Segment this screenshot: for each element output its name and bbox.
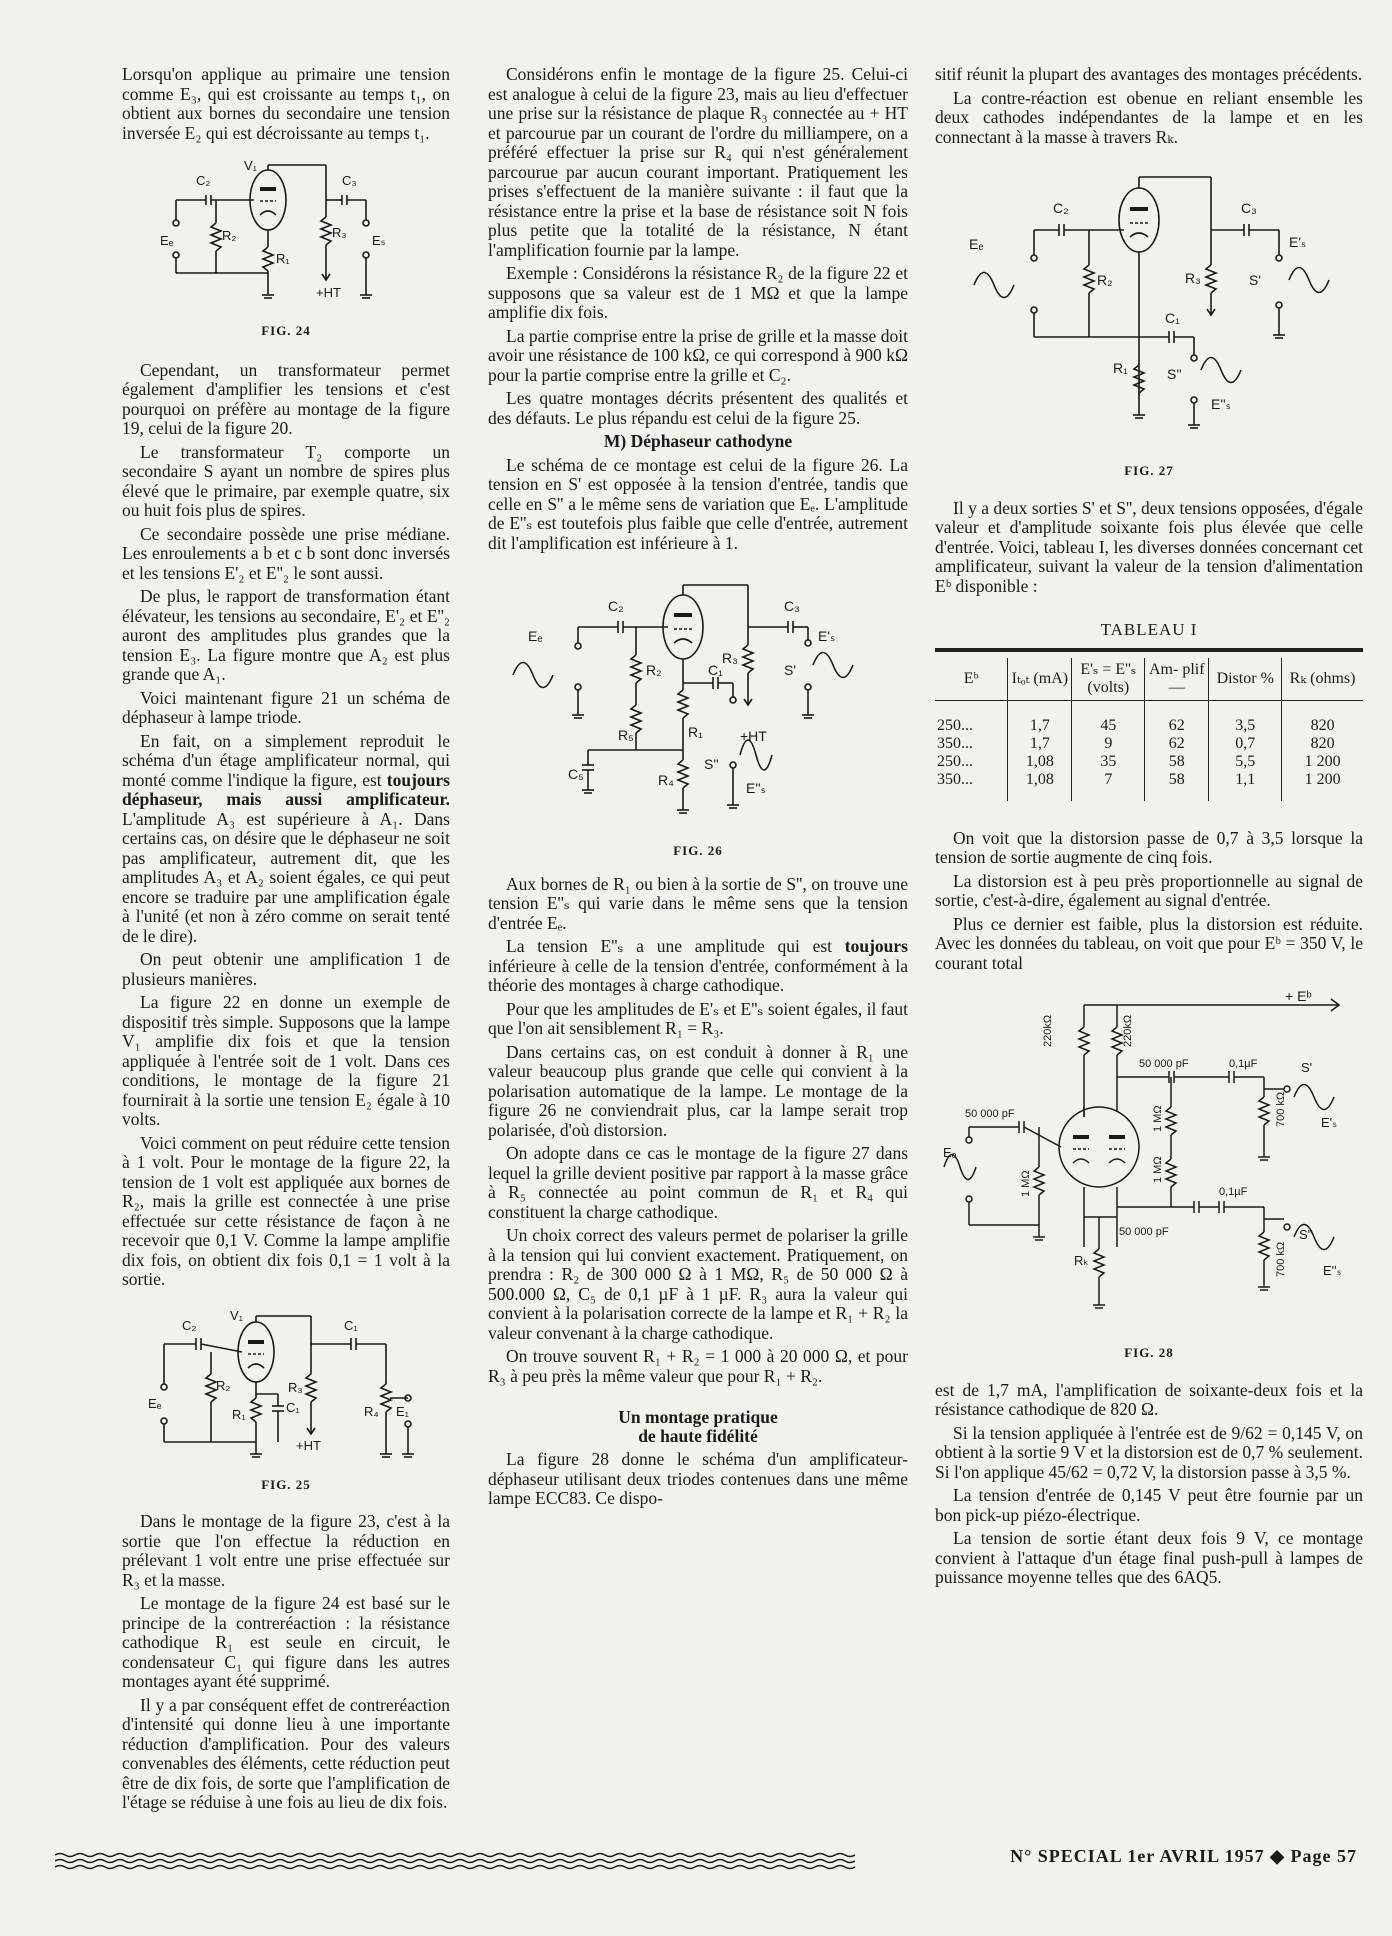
svg-text:C₂: C₂ [1053,200,1069,216]
paragraph: La tension d'entrée de 0,145 V peut être fournie par un bon pick-up piézo-électrique. [935,1485,1363,1525]
paragraph: La figure 22 en donne un exemple de dispositif très simple. Supposons que la lampe V₁ amplifie dix fois et que la tension appliquée à l'entrée soit de 1 volt. Dans ces conditions, le montage de la figure 21 fournirait à la sortie une tension E₂ égale à 10 volts. [122,992,450,1129]
svg-text:C₅: C₅ [568,766,584,782]
figure-24-schematic [156,155,416,315]
svg-text:Eₑ: Eₑ [160,233,174,248]
decorative-wave-rule [55,1852,855,1870]
svg-text:220kΩ: 220kΩ [1122,1014,1134,1047]
svg-text:50 000 pF: 50 000 pF [1139,1058,1189,1070]
paragraph: La figure 28 donne le schéma d'un amplificateur-déphaseur utilisant deux triodes contenues dans une même lampe ECC83. Ce dispo- [488,1449,908,1508]
data-table [935,658,1363,801]
svg-text:R₃: R₃ [332,225,347,240]
svg-text:0,1µF: 0,1µF [1219,1186,1248,1198]
svg-text:C₂: C₂ [608,598,624,614]
paragraph: Il y a par conséquent effet de contreréaction d'intensité qui donne lieu à une importante réduction d'amplification. Pour des valeurs convenables des éléments, cette réduction peut être de dix fois, de sorte que l'amplification de l'étage se réduise à une fois au lieu de dix fois. [122,1694,450,1812]
svg-text:E''ₛ: E''ₛ [1323,1263,1342,1278]
table-row: 350... 1,08 7 58 1,1 1 200 [935,771,1363,789]
paragraph: En fait, on a simplement reproduit le schéma d'un étage amplificateur normal, qui monté comme l'indique la figure, est toujours déphaseur, mais aussi amplificateur. L'amplitude A₃ est supérieure à A₁. Dans certains cas, on désire que le déphaseur ne soit pas amplificateur, autrement dit, que les amplitudes A₃ et A₂ soient égales, ce qui peut encore se traduire par une amplification égale à l'unité (et non à zéro comme on serait tenté de le dire). [122,730,450,946]
paragraph: Le montage de la figure 24 est basé sur le principe de la contreréaction : la résistance cathodique R₁ est seule en circuit, le condensateur C₁ qui figure dans les autres montages ayant été supprimé. [122,1593,450,1691]
paragraph: Considérons enfin le montage de la figure 25. Celui-ci est analogue à celui de la figure 23, mais au lieu d'effectuer une prise sur la résistance de plaque R₃ connectée au + HT et parcourue par un courant de l'ordre du milliampere, on a préféré effectuer la prise sur R₄ qui n'est généralement parcourue par aucun courant important. Pratiquement les prises s'effectuent de la manière suivante : il faut que la résistance entre la prise et la base de résistance soit N fois plus petite que la totalité de la résistance, N étant l'amplification fournie par la lampe. [488,64,908,260]
svg-text:Eₑ: Eₑ [943,1145,957,1160]
svg-text:R₃: R₃ [288,1379,303,1395]
table-header: Eᵇ [935,658,1008,701]
svg-text:S'': S'' [1167,366,1182,382]
paragraph: Plus ce dernier est faible, plus la distorsion est réduite. Avec les données du tableau, on voit que pour Eᵇ = 350 V, le courant total [935,913,1363,973]
svg-text:R₂: R₂ [1097,272,1113,288]
figure-26-schematic [508,565,888,835]
svg-text:R₂: R₂ [216,1377,231,1393]
svg-text:1 MΩ: 1 MΩ [1152,1105,1164,1132]
paragraph: Dans certains cas, on est conduit à donner à R₁ une valeur beaucoup plus grande que celle qui convient à la polarisation automatique de la lampe. Le montage de la figure 26 ne conviendrait plus, car la lampe serait trop polarisée, d'où distorsion. [488,1041,908,1140]
svg-text:R₁: R₁ [688,724,703,740]
table-header: Iₜₒₜ (mA) [1008,658,1072,701]
svg-text:R₃: R₃ [1185,270,1201,286]
svg-text:220kΩ: 220kΩ [1042,1014,1054,1047]
svg-text:S'': S'' [704,756,719,772]
paragraph: Voici comment on peut réduire cette tension à 1 volt. Pour le montage de la figure 22, la tension de 1 volt est appliquée aux bornes de R₂, mais la grille est connectée à une prise effectuée sur cette résistance de façon à ne recevoir que 0,1 V. Comme la lampe amplifie dix fois, on obtient dix fois 0,1 = 1 volt à la sortie. [122,1132,450,1289]
paragraph: Il y a deux sorties S' et S'', deux tensions opposées, d'égale valeur et d'amplitude soixante fois plus élevée que celle d'entrée. Voici, tableau I, les diverses données concernant cet amplificateur, suivant la valeur de la tension d'alimentation Eᵇ disponible : [935,497,1363,596]
table-header: Am- plif — [1145,658,1209,701]
svg-text:Rₖ: Rₖ [1074,1253,1089,1268]
svg-text:Eₑ: Eₑ [148,1395,162,1411]
paragraph: Dans le montage de la figure 23, c'est à la sortie que l'on effectue la réduction en prélevant 1 volt entre une prise effectuée sur R₃ et la masse. [122,1511,450,1590]
svg-text:E'ₛ: E'ₛ [1289,234,1307,250]
svg-text:E₁: E₁ [396,1403,410,1419]
paragraph: Pour que les amplitudes de E'ₛ et E''ₛ soient égales, il faut que l'on ait sensiblement R₁ = R₃. [488,998,908,1038]
table-row: 350... 1,7 9 62 0,7 820 [935,735,1363,753]
svg-text:R₁: R₁ [1113,360,1128,376]
svg-text:S': S' [1249,272,1262,288]
paragraph: La tension E''ₛ a une amplitude qui est toujours inférieure à celle de la tension d'entrée, conformément à la théorie des montages à charge cathodique. [488,936,908,995]
svg-text:C₂: C₂ [196,173,211,188]
svg-text:S': S' [1301,1060,1313,1075]
paragraph: La contre-réaction est obenue en reliant ensemble les deux cathodes indépendantes de la lampe et en les connectant à la masse à travers Rₖ. [935,87,1363,147]
svg-text:R₂: R₂ [646,662,662,678]
svg-text:R₂: R₂ [222,228,237,243]
paragraph: Aux bornes de R₁ ou bien à la sortie de S'', on trouve une tension E''ₛ qui varie dans le même sens que la tension d'entrée Eₑ. [488,873,908,933]
svg-text:0,1µF: 0,1µF [1229,1058,1258,1070]
figure-28-schematic [939,987,1359,1337]
svg-text:R₅: R₅ [618,727,634,743]
column-2 [488,65,908,1513]
svg-text:C₃: C₃ [342,173,357,188]
column-1 [122,65,450,1817]
svg-text:E''ₛ: E''ₛ [1211,396,1231,412]
paragraph: La distorsion est à peu près proportionnelle au signal de sortie, c'est-à-dire, également au signal d'entrée. [935,870,1363,910]
svg-text:+ Eᵇ: + Eᵇ [1285,988,1312,1004]
svg-text:C₃: C₃ [1241,200,1257,216]
svg-text:E'ₛ: E'ₛ [1321,1115,1338,1130]
svg-text:C₁: C₁ [708,662,723,678]
paragraph: Le schéma de ce montage est celui de la figure 26. La tension en S' est opposée à la tension d'entrée, tandis que celle en S'' a le même sens de variation que Eₑ. L'amplitude de E''ₛ est toutefois plus faible que celle d'entrée, autrement dit l'amplification est inférieure à 1. [488,454,908,553]
svg-text:700 kΩ: 700 kΩ [1275,1091,1287,1127]
paragraph: On adopte dans ce cas le montage de la figure 27 dans lequel la grille devient positive par rapport à la masse grâce à R₅ connectée au point commun de R₁ et R₄ qui constituent la charge cathodique. [488,1143,908,1222]
paragraph: La tension de sortie étant deux fois 9 V, ce montage convient à l'attaque d'un étage final push-pull à lampes de puissance moyenne telles que des 6AQ5. [935,1528,1363,1587]
svg-text:C₃: C₃ [784,598,800,614]
figure-caption: FIG. 25 [261,1476,311,1492]
paragraph: Ce secondaire possède une prise médiane. Les enroulements a b et c b sont donc inversés et les tensions E'₂ et E''₂ le sont aussi. [122,523,450,583]
paragraph: La partie comprise entre la prise de grille et la masse doit avoir une résistance de 100 kΩ, ce qui correspond à 900 kΩ pour la partie comprise entre la grille et C₂. [488,325,908,385]
svg-text:E''ₛ: E''ₛ [746,780,766,796]
svg-text:S': S' [784,662,797,678]
figure-caption: FIG. 24 [261,323,311,338]
svg-text:C₁: C₁ [344,1317,358,1333]
figure-caption: FIG. 26 [673,843,723,858]
svg-text:1 MΩ: 1 MΩ [1020,1170,1032,1197]
svg-text:R₄: R₄ [658,772,674,788]
svg-text:+HT: +HT [316,285,341,300]
svg-text:E'ₛ: E'ₛ [818,628,836,644]
paragraph: Si la tension appliquée à l'entrée est de 9/62 = 0,145 V, on obtient à la sortie 9 V et la distorsion est de 0,7 % seulement. Si l'on applique 45/62 = 0,72 V, la distorsion passe à 3,5 %. [935,1422,1363,1482]
svg-text:Eₑ: Eₑ [969,236,984,252]
svg-text:Eₑ: Eₑ [528,628,543,644]
svg-text:700 kΩ: 700 kΩ [1275,1241,1287,1277]
svg-text:V₁: V₁ [230,1307,244,1323]
paragraph: Voici maintenant figure 21 un schéma de déphaseur à lampe triode. [122,687,450,727]
paragraph: Les quatre montages décrits présentent des qualités et des défauts. Le plus répandu est celui de la figure 25. [488,388,908,428]
paragraph: Un choix correct des valeurs permet de polariser la grille à la tension qui lui convient exactement. Pratiquement, on prendra : R₂ de 300 000 Ω à 1 MΩ, R₅ de 50 000 Ω à 500.000 Ω, C₅ de 0,1 µF à 1 µF. R₃ aura la valeur qui convient à la polarisation correcte de la lampe et R₁ + R₂ la valeur convenant à la charge cathodique. [488,1225,908,1343]
table-header: Rₖ (ohms) [1282,658,1363,701]
paragraph: On voit que la distorsion passe de 0,7 à 3,5 lorsque la tension de sortie augmente de cinq fois. [935,827,1363,867]
table-row: 250... 1,08 35 58 5,5 1 200 [935,753,1363,771]
paragraph: On trouve souvent R₁ + R₂ = 1 000 à 20 000 Ω, et pour R₃ à peu près la même valeur que pour R₁ + R₂. [488,1346,908,1386]
svg-text:S'': S'' [1299,1227,1313,1242]
table-top-rule [935,648,1363,652]
svg-text:1 MΩ: 1 MΩ [1152,1156,1164,1183]
svg-text:+HT: +HT [296,1437,321,1453]
figure-25-schematic [146,1304,426,1469]
page-footer [55,1846,1365,1876]
paragraph: Lorsqu'on applique au primaire une tension comme E₃, qui est croissante au temps t₁, on obtient aux bornes du secondaire une tension inversée E₂ qui est décroissante au temps t₁. [122,64,450,143]
paragraph: On peut obtenir une amplification 1 de plusieurs manières. [122,949,450,989]
figure-caption: FIG. 27 [1124,463,1174,478]
paragraph: Exemple : Considérons la résistance R₂ de la figure 22 et supposons que sa valeur est de 1 MΩ et que la lampe amplifie dix fois. [488,263,908,322]
svg-text:V₁: V₁ [244,158,258,173]
figure-caption: FIG. 28 [1124,1345,1174,1360]
paragraph: Cependant, un transformateur permet également d'amplifier les tensions et c'est pourquoi on préfère au montage de la figure 19, celui de la figure 20. [122,359,450,438]
table-header: E'ₛ = E''ₛ (volts) [1072,658,1145,701]
svg-text:R₁: R₁ [276,251,290,266]
table-row: 250... 1,7 45 62 3,5 820 [935,717,1363,735]
paragraph: est de 1,7 mA, l'amplification de soixante-deux fois et la résistance cathodique de 820 Ω. [935,1379,1363,1419]
paragraph: De plus, le rapport de transformation étant élévateur, les tensions au secondaire, E'₂ et E''₂ auront des amplitudes plus grandes que la tension E₃. La figure montre que A₂ est plus grande que A₁. [122,586,450,684]
figure-27-schematic [949,165,1349,455]
paragraph: sitif réunit la plupart des avantages des montages précédents. [935,64,1363,84]
footer-issue-page: N° SPECIAL 1er AVRIL 1957 ◆ Page 57 [1010,1846,1357,1866]
table-header: Distor % [1209,658,1282,701]
svg-text:50 000 pF: 50 000 pF [965,1108,1015,1120]
svg-text:C₂: C₂ [182,1317,197,1333]
svg-text:R₁: R₁ [232,1406,246,1422]
section-heading: M) Déphaseur cathodyne [603,431,793,451]
section-heading: Un montage pratique de haute fidélité [618,1407,778,1446]
svg-text:R₃: R₃ [722,650,738,666]
paragraph: Le transformateur T₂ comporte un secondaire S ayant un nombre de spires plus élevé que le primaire, par exemple quatre, six ou huit fois plus de spires. [122,441,450,520]
column-3 [935,65,1363,1592]
svg-text:C₁: C₁ [1165,310,1180,326]
svg-text:R₄: R₄ [364,1403,379,1419]
svg-text:C₁: C₁ [286,1399,300,1415]
svg-text:+HT: +HT [740,728,767,744]
svg-text:50 000 pF: 50 000 pF [1119,1226,1169,1238]
svg-text:Eₛ: Eₛ [372,233,386,248]
table-title: TABLEAU I [1100,620,1198,639]
